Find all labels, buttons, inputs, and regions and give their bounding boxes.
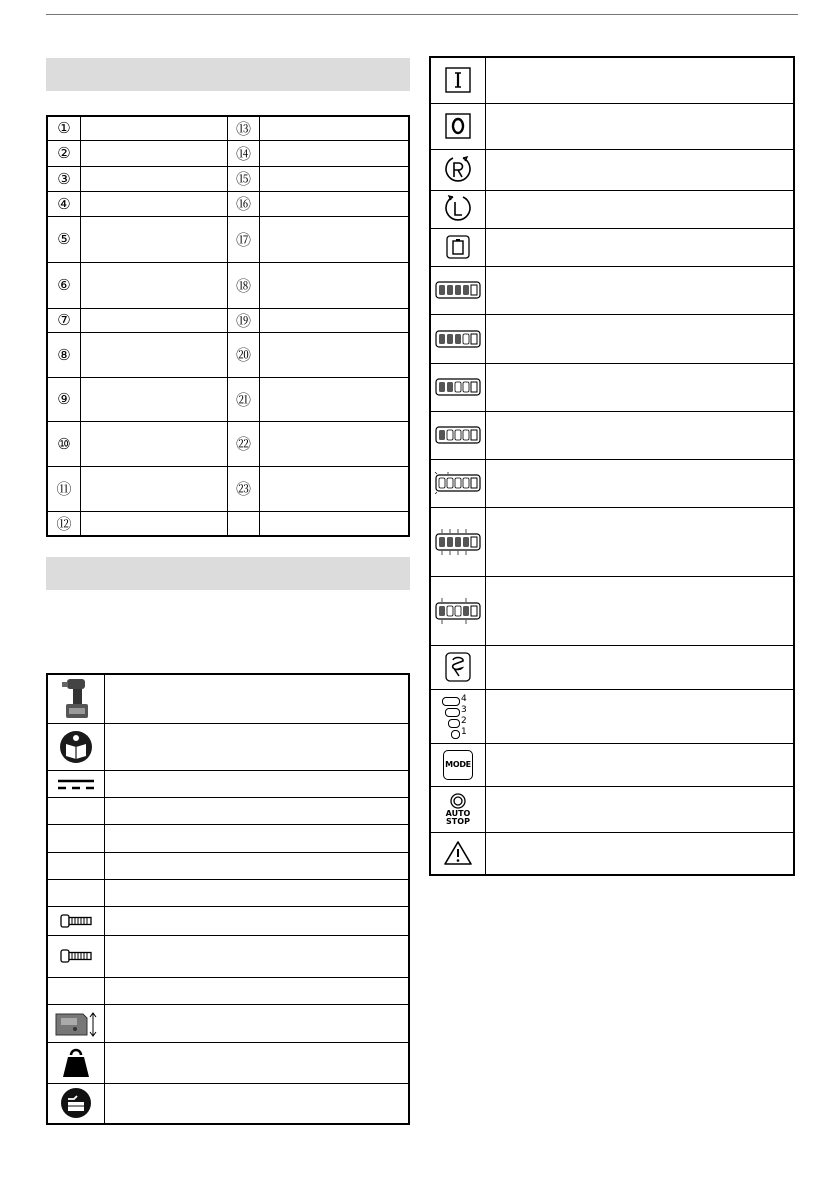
level-label: 1 [461,727,467,737]
battery-dimensions-icon [53,1008,99,1038]
part-number: ⑭ [228,140,260,166]
part-number: ③ [47,166,81,191]
table-row [47,797,409,824]
read-manual-icon [59,730,93,764]
bolt-icon [59,914,93,928]
mode-button-icon [443,750,473,780]
battery-alternate-blink-icon [433,597,483,625]
table-row [430,314,794,363]
table-row [430,149,794,190]
table-row [47,879,409,906]
table-row [47,977,409,1004]
part-number: ⑧ [47,332,81,377]
table-row [47,166,409,191]
symbols-table-left [46,673,410,1125]
table-row [430,363,794,411]
table-row [430,645,794,689]
part-number [228,511,260,536]
switch-off-icon [445,113,471,139]
part-number: ⑯ [228,191,260,216]
auto-stop-button-icon [450,793,466,809]
table-row [47,852,409,879]
table-row [47,1042,409,1083]
table-row [47,511,409,536]
part-number: ㉓ [228,466,260,511]
table-row [47,191,409,216]
part-number: ⑰ [228,216,260,262]
section-banner-2 [46,557,410,590]
direct-current-icon [56,777,96,791]
mode-label: MODE [445,760,471,769]
table-row [47,723,409,770]
part-number: ⑫ [47,511,81,536]
level-label: 2 [461,716,467,726]
table-row [430,786,794,832]
table-row [47,377,409,421]
table-row [430,832,794,875]
battery-level-3-icon [435,330,481,348]
symbols-table-right [429,56,795,876]
table-row [430,459,794,507]
table-row [47,906,409,935]
impact-wrench-icon [59,677,93,721]
weight-icon [62,1047,90,1079]
part-number: ⑳ [228,332,260,377]
table-row [430,743,794,786]
table-row [47,216,409,262]
table-row [430,411,794,459]
part-number: ⑩ [47,421,81,466]
switch-on-icon [445,67,471,93]
battery-level-1-icon [435,426,481,444]
table-row [430,57,794,103]
warning-icon [443,840,473,866]
parts-table [46,115,410,537]
stop-label: STOP [446,816,470,826]
battery-level-2-icon [435,378,481,396]
part-number: ⑦ [47,308,81,332]
level-label: 3 [461,705,467,715]
part-number: ① [47,116,81,140]
table-row [47,674,409,723]
table-row [47,262,409,308]
table-row [430,266,794,314]
battery-level-4-icon [435,281,481,299]
auto-stop-icon [443,793,473,826]
table-row [47,1083,409,1124]
table-row [430,103,794,149]
part-number: ⑱ [228,262,260,308]
part-number: ⑥ [47,262,81,308]
table-row [47,116,409,140]
part-number: ⑲ [228,308,260,332]
battery-blink-icon [434,472,482,494]
table-row [47,140,409,166]
battery-all-blink-icon [433,528,483,556]
table-row [47,935,409,977]
table-row [47,466,409,511]
part-number: ⑬ [228,116,260,140]
part-number: ④ [47,191,81,216]
battery-connect-icon [60,1087,92,1119]
top-rule [46,14,798,15]
rotation-left-icon [444,194,472,224]
table-row [430,576,794,645]
table-row [430,507,794,576]
table-row [47,332,409,377]
table-row [430,228,794,266]
table-row [47,1004,409,1042]
impact-force-icon [445,652,471,682]
table-row [430,689,794,743]
section-banner-1 [46,58,410,91]
mode-level-icon [438,693,478,739]
table-row [430,190,794,228]
part-number: ㉒ [228,421,260,466]
table-row [47,421,409,466]
table-row [47,770,409,797]
level-label: 4 [461,694,467,704]
part-number: ⑪ [47,466,81,511]
auto-label: AUTO [445,808,471,818]
part-number: ㉑ [228,377,260,421]
table-row [47,824,409,852]
part-number: ⑤ [47,216,81,262]
table-row [47,308,409,332]
battery-icon [446,235,470,259]
bolt-icon [59,949,93,963]
part-number: ⑨ [47,377,81,421]
part-number: ⑮ [228,166,260,191]
part-number: ② [47,140,81,166]
rotation-right-icon [444,155,472,185]
